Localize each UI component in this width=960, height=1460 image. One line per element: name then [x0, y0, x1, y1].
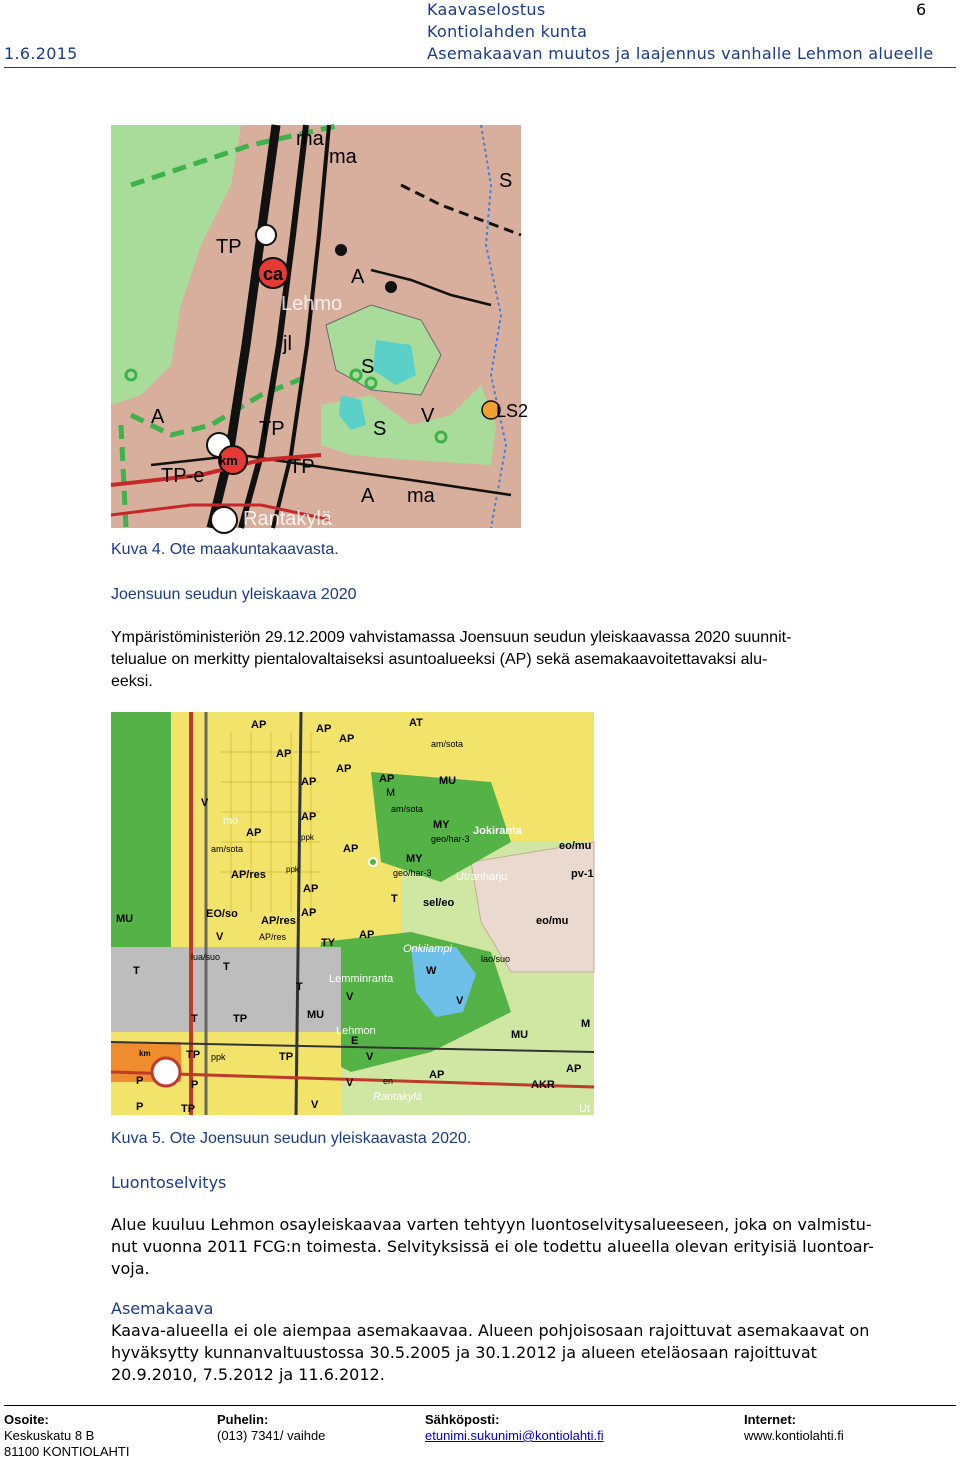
map2-label: AP [359, 929, 375, 941]
map1-label: A [351, 266, 365, 288]
map2-label: AP [301, 907, 317, 919]
map2-label: V [346, 991, 354, 1003]
map2-label: V [201, 797, 209, 809]
map2-label: MU [116, 913, 134, 925]
paragraph-line: eeksi. [111, 673, 153, 690]
map1-label: TP [216, 236, 242, 258]
map2-label: geo/har-3 [393, 868, 432, 878]
map1-label: ca [263, 264, 284, 284]
map2-label: Lehmon [336, 1025, 376, 1037]
paragraph-line: telualue on merkitty pientalovaltaiseksi asuntoalueeksi (AP) sekä asemakaavoitettavaksi alu- [111, 651, 768, 668]
paragraph-line: 20.9.2010, 7.5.2012 ja 11.6.2012. [111, 1365, 385, 1384]
regional-plan-map [111, 125, 529, 530]
figure-caption-5: Kuva 5. Ote Joensuun seudun yleiskaavasta 2020. [111, 1130, 472, 1147]
footer-phone-label: Puhelin: [217, 1412, 269, 1427]
map2-label: sel/eo [423, 897, 455, 909]
map1-label: S [373, 418, 387, 440]
footer-web-link[interactable]: www.kontiolahti.fi [744, 1428, 844, 1443]
map1-label: ma [296, 128, 324, 150]
map2-label: AP [429, 1069, 445, 1081]
map2-label: am/sota [211, 844, 244, 854]
paragraph-luontoselvitys [111, 1214, 901, 1280]
plan-title: Asemakaavan muutos ja laajennus vanhalle Lehmon alueelle [427, 44, 934, 63]
footer-phone-value: (013) 7341/ vaihde [217, 1428, 326, 1443]
paragraph-asemakaava [111, 1320, 901, 1386]
paragraph-line: voja. [111, 1259, 150, 1278]
header-rule [4, 67, 956, 68]
heading-asemakaava: Asemakaava [111, 1299, 214, 1318]
map2-label: W [426, 965, 437, 977]
map2-label: V [311, 1099, 319, 1111]
map2-label: AP [316, 723, 332, 735]
map1-label: Lehmo [281, 293, 343, 315]
footer-address [4, 1412, 129, 1460]
footer-address-line2: 81100 KONTIOLAHTI [4, 1444, 130, 1459]
map2-label: AP/res [231, 869, 266, 881]
map2-label: ppk [211, 1052, 226, 1062]
map2-label: P [136, 1101, 144, 1113]
doc-type: Kaavaselostus [427, 0, 546, 19]
map2-label: M [386, 787, 396, 799]
paragraph-line: Ympäristöministeriön 29.12.2009 vahvistamassa Joensuun seudun yleiskaavassa 2020 suunnit- [111, 629, 792, 646]
map1-label: km [219, 453, 238, 468]
map2-label: AP [301, 776, 317, 788]
map2-label: TP [279, 1051, 294, 1063]
header-date: 1.6.2015 [4, 44, 78, 63]
map2-label: lao/suo [481, 954, 511, 964]
map1-label: S [499, 170, 513, 192]
map2-label: T [296, 981, 303, 993]
map1-label: Rantakylä [243, 508, 332, 530]
map2-label: V [366, 1051, 374, 1063]
heading-luontoselvitys: Luontoselvitys [111, 1173, 227, 1192]
map2-label: eo/mu [536, 915, 569, 927]
map1-label: A [361, 485, 375, 507]
footer-email [425, 1412, 604, 1444]
map2-label: T [223, 961, 230, 973]
map2-label: km [139, 1049, 151, 1058]
map2-label: MU [439, 775, 457, 787]
map2-label: lua/suo [191, 952, 221, 962]
map2-label: AP [301, 811, 317, 823]
map2-label: V [456, 995, 464, 1007]
map1-label: TP [259, 418, 285, 440]
map2-label: MY [406, 853, 423, 865]
map2-label: EO/so [206, 908, 238, 920]
municipality: Kontiolahden kunta [427, 22, 588, 41]
map1-label: A [151, 406, 165, 428]
map2-label: AP [246, 827, 262, 839]
map2-label: AP [336, 763, 352, 775]
map2-label: AP [303, 883, 319, 895]
map2-label: am/sota [391, 804, 424, 814]
general-plan-map [111, 712, 594, 1115]
figure-caption-4: Kuva 4. Ote maakuntakaavasta. [111, 541, 339, 558]
map2-label: P [191, 1079, 199, 1091]
map2-label: Ut [579, 1103, 590, 1115]
map2-label: ppk [301, 833, 314, 842]
map2-label: en [383, 1076, 394, 1086]
map2-label: AP/res [261, 915, 296, 927]
map2-label: V [216, 931, 224, 943]
map2-label: AP [339, 733, 355, 745]
footer-email-label: Sähköposti: [425, 1412, 500, 1427]
map2-label: AKR [531, 1079, 555, 1091]
map2-label: T [191, 1013, 198, 1025]
footer-address-line1: Keskuskatu 8 B [4, 1428, 95, 1443]
map1-label: TP-e [161, 465, 205, 487]
map2-label: pv-1 [571, 868, 594, 880]
map2-label: TP [233, 1013, 248, 1025]
paragraph-yleiskaava [111, 627, 929, 693]
footer-phone [217, 1412, 325, 1444]
map2-label: AP/res [259, 932, 287, 942]
footer-rule [4, 1405, 956, 1406]
map2-label: Onkilampi [403, 943, 452, 955]
map2-label: MU [511, 1029, 529, 1041]
map1-label: jl [283, 333, 292, 355]
page-number: 6 [916, 0, 927, 19]
map2-label: ppk [286, 865, 299, 874]
map2-label: P [136, 1075, 144, 1087]
map1-label: ma [407, 485, 435, 507]
map1-label: TP [289, 456, 315, 478]
footer-web [744, 1412, 844, 1444]
map2-label: E [351, 1035, 359, 1047]
paragraph-line: nut vuonna 2011 FCG:n toimesta. Selvityksissä ei ole todettu alueella olevan erityisiä luontoar- [111, 1237, 874, 1256]
map2-label: am/sota [431, 739, 464, 749]
map1-label: ma [329, 146, 357, 168]
map2-label: AP [343, 843, 359, 855]
map2-label: eo/mu [559, 840, 592, 852]
map2-label: Rantakylä [373, 1091, 422, 1103]
map2-label: MY [433, 819, 450, 831]
footer-email-link[interactable]: etunimi.sukunimi@kontiolahti.fi [425, 1428, 604, 1443]
map2-label: mo [223, 815, 239, 827]
map2-label: TP [181, 1103, 196, 1115]
map2-label: AT [409, 717, 423, 729]
map2-label: V [346, 1077, 354, 1089]
map2-label: TP [186, 1049, 201, 1061]
footer-address-label: Osoite: [4, 1412, 49, 1427]
map2-label: MU [307, 1009, 325, 1021]
paragraph-line: Kaava-alueella ei ole aiempaa asemakaavaa. Alueen pohjoisosaan rajoittuvat asemakaavat on [111, 1321, 870, 1340]
map2-label: Jokiranta [473, 825, 522, 837]
map2-label: AP [566, 1063, 582, 1075]
heading-yleiskaava: Joensuun seudun yleiskaava 2020 [111, 586, 357, 603]
map2-label: T [391, 893, 398, 905]
map2-label: AP [251, 719, 267, 731]
paragraph-line: hyväksytty kunnanvaltuustossa 30.5.2005 ja 30.1.2012 ja alueen eteläosaan rajoittuvat [111, 1343, 817, 1362]
paragraph-line: Alue kuuluu Lehmon osayleiskaavaa varten tehtyyn luontoselvitysalueeseen, joka on valmistu- [111, 1215, 872, 1234]
map2-label: Lemminranta [329, 973, 394, 985]
map2-label: TY [321, 937, 336, 949]
map1-label: V [421, 405, 435, 427]
map1-label: LS2 [496, 401, 529, 421]
map2-label: M [581, 1018, 591, 1030]
map2-label: Utranharju [456, 871, 508, 883]
map2-label: AP [276, 748, 292, 760]
footer-web-label: Internet: [744, 1412, 796, 1427]
map1-label: S [361, 356, 375, 378]
map2-label: geo/har-3 [431, 834, 470, 844]
map2-label: T [133, 965, 140, 977]
map2-label: AP [379, 773, 395, 785]
